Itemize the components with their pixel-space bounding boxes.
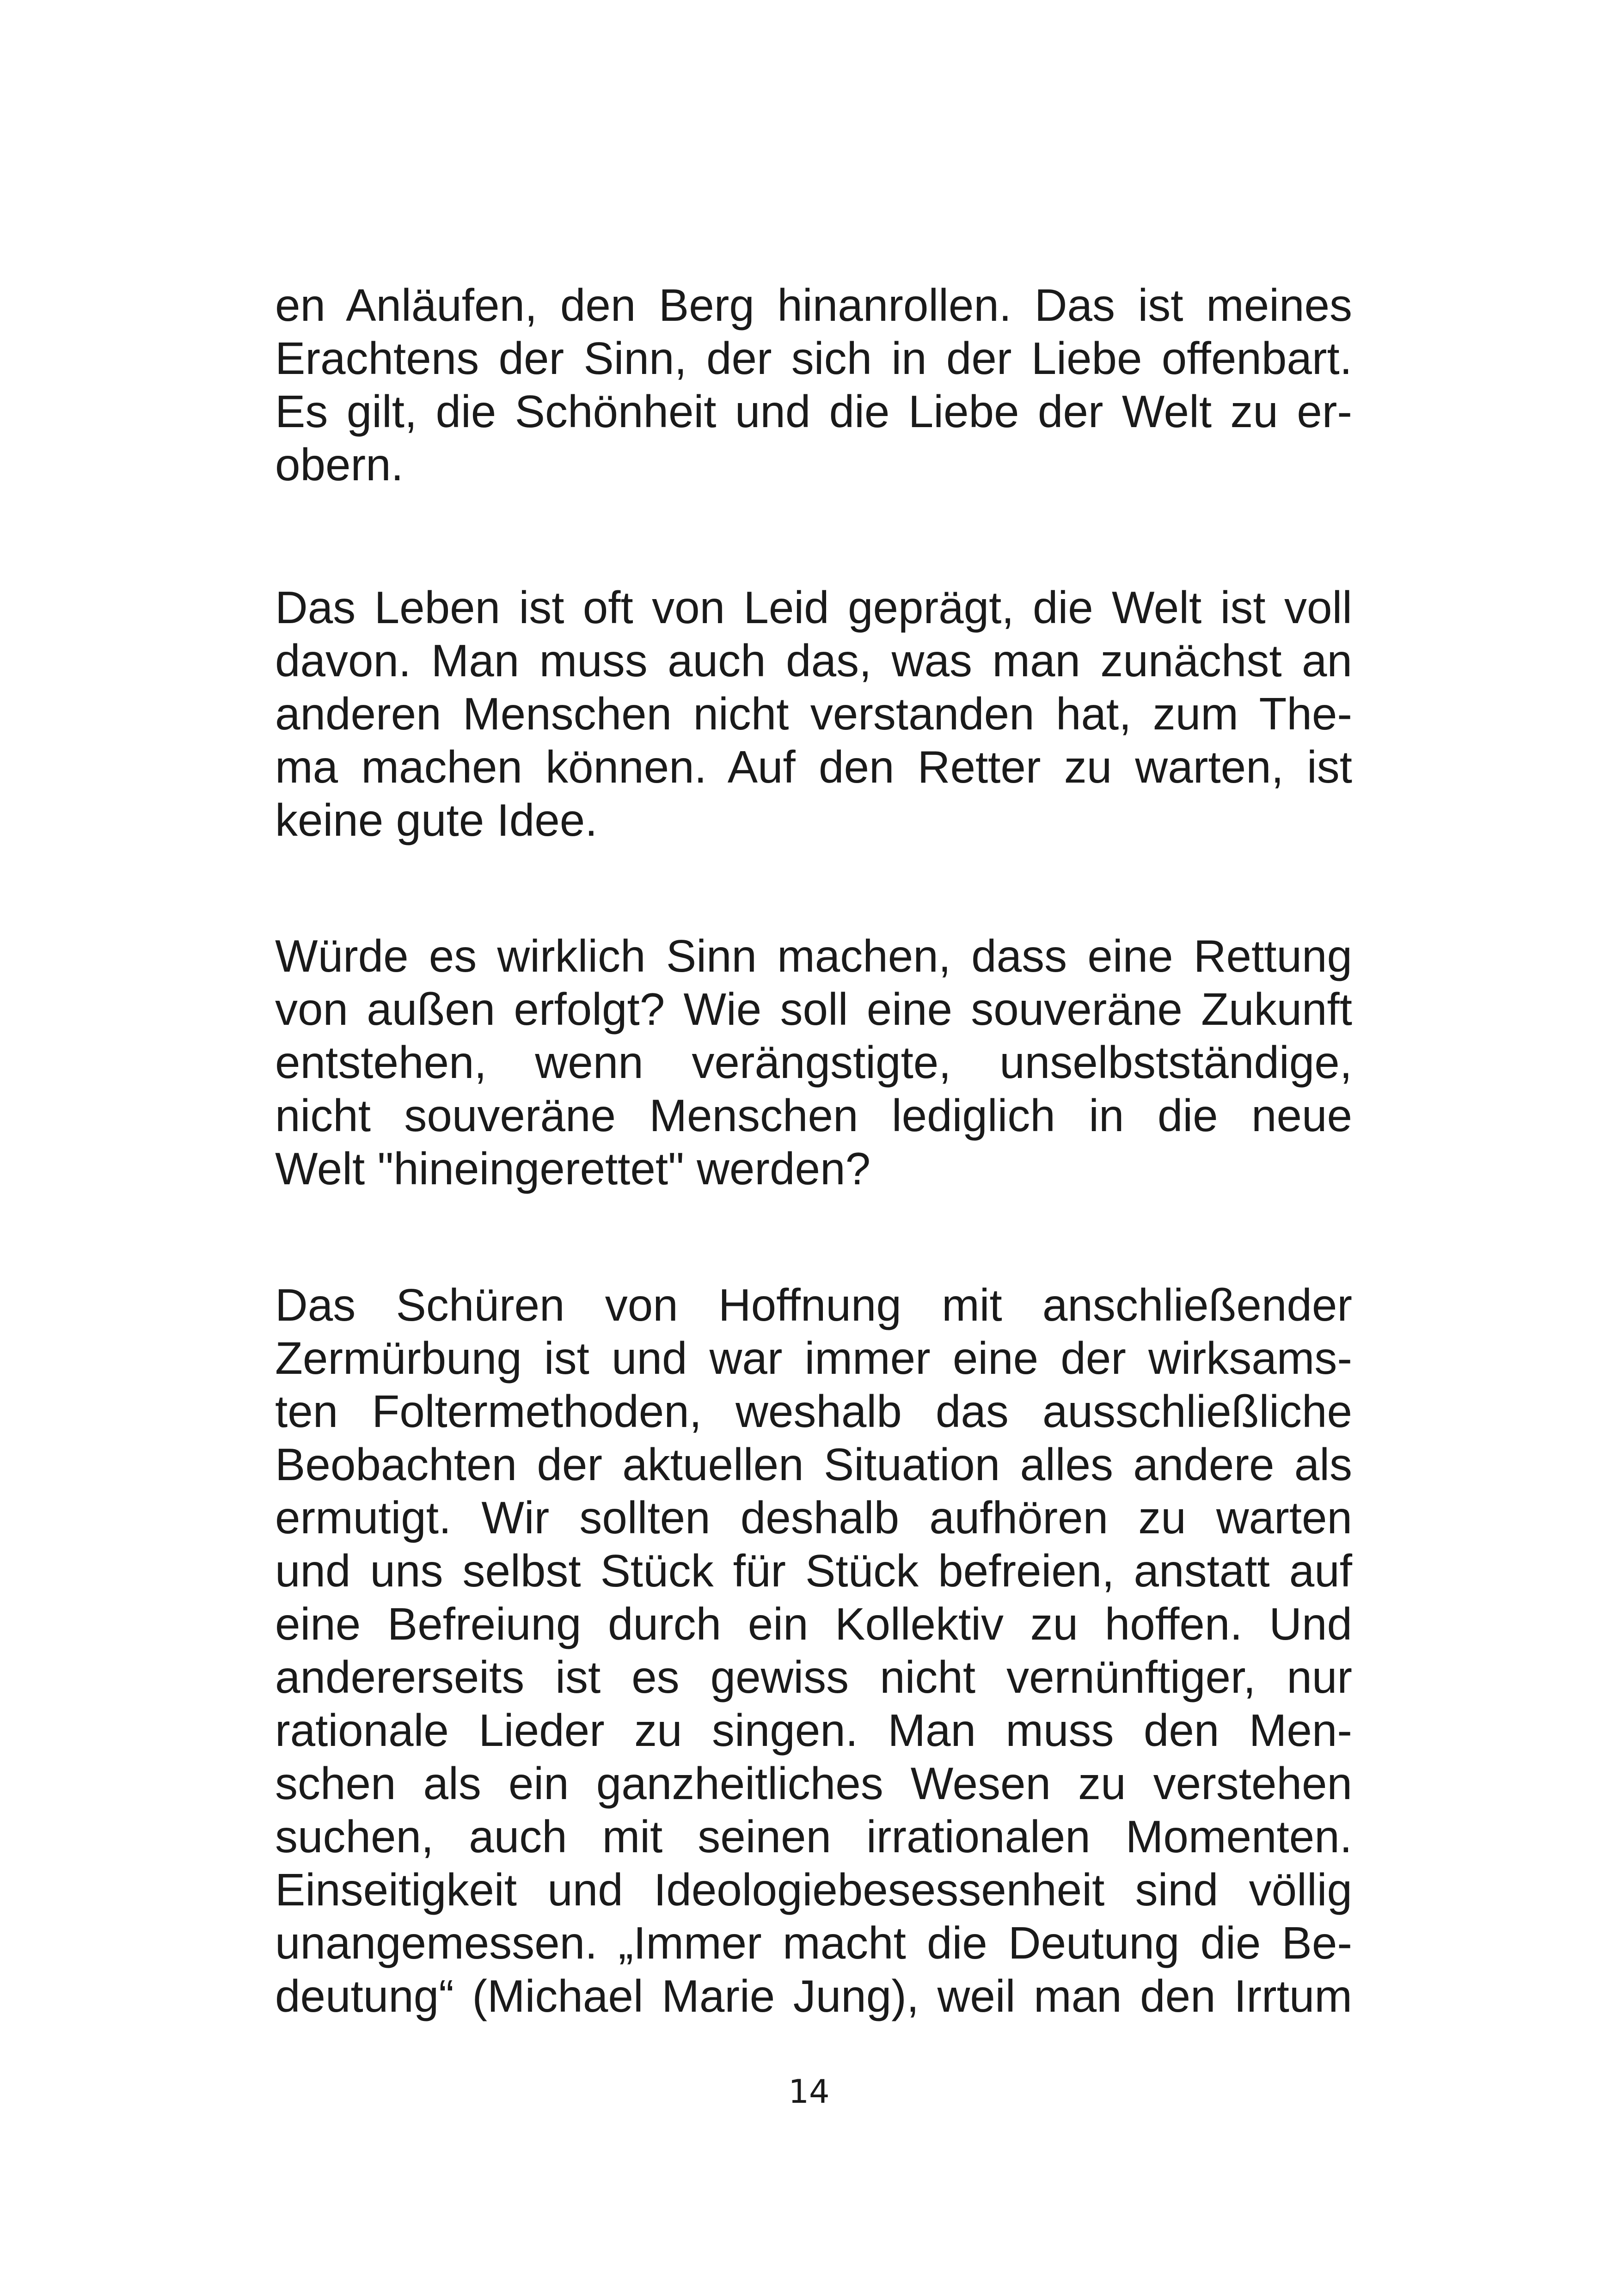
text-line: ermutigt. Wir sollten deshalb aufhören zu warten <box>275 1492 1352 1543</box>
text-line: en Anläufen, den Berg hinanrollen. Das ist meines <box>275 280 1352 331</box>
text-line: Welt "hineingerettet" werden? <box>275 1143 871 1194</box>
text-line: ten Foltermethoden, weshalb das ausschließliche <box>275 1386 1352 1437</box>
paragraph-2 <box>275 581 1352 847</box>
text-line: Erachtens der Sinn, der sich in der Liebe offenbart. <box>275 333 1352 384</box>
text-line: Es gilt, die Schönheit und die Liebe der Welt zu er- <box>275 386 1352 437</box>
text-line: Einseitigkeit und Ideologiebesessenheit sind völlig <box>275 1864 1352 1915</box>
text-line: deutung“ (Michael Marie Jung), weil man den Irrtum <box>275 1971 1352 2021</box>
text-line: entstehen, wenn verängstigte, unselbstständige, <box>275 1037 1352 1088</box>
text-line: eine Befreiung durch ein Kollektiv zu hoffen. Und <box>275 1598 1352 1649</box>
text-line: anderen Menschen nicht verstanden hat, zum The- <box>275 688 1352 739</box>
text-line: und uns selbst Stück für Stück befreien, anstatt auf <box>275 1545 1352 1596</box>
text-line: rationale Lieder zu singen. Man muss den Men- <box>275 1705 1352 1756</box>
text-line: schen als ein ganzheitliches Wesen zu verstehen <box>275 1758 1352 1809</box>
page-number: 14 <box>788 2073 830 2111</box>
paragraph-3 <box>275 930 1352 1195</box>
text-line: keine gute Idee. <box>275 795 598 845</box>
text-line: unangemessen. „Immer macht die Deutung die Be- <box>275 1917 1352 1968</box>
text-line: andererseits ist es gewiss nicht vernünftiger, nur <box>275 1652 1352 1702</box>
text-line: ma machen können. Auf den Retter zu warten, ist <box>275 741 1352 792</box>
paragraph-4 <box>275 1279 1352 2023</box>
text-line: Würde es wirklich Sinn machen, dass eine Rettung <box>275 931 1352 981</box>
text-line: Beobachten der aktuellen Situation alles andere als <box>275 1439 1352 1490</box>
text-line: obern. <box>275 439 404 490</box>
text-line: Das Schüren von Hoffnung mit anschließender <box>275 1280 1352 1330</box>
paragraph-1 <box>275 279 1352 491</box>
text-line: nicht souveräne Menschen lediglich in die neue <box>275 1090 1352 1141</box>
text-line: suchen, auch mit seinen irrationalen Momenten. <box>275 1811 1352 1862</box>
text-line: davon. Man muss auch das, was man zunächst an <box>275 635 1352 686</box>
text-line: Zermürbung ist und war immer eine der wirksams- <box>275 1333 1352 1384</box>
text-line: Das Leben ist oft von Leid geprägt, die Welt ist voll <box>275 582 1352 633</box>
text-line: von außen erfolgt? Wie soll eine souveräne Zukunft <box>275 984 1352 1035</box>
